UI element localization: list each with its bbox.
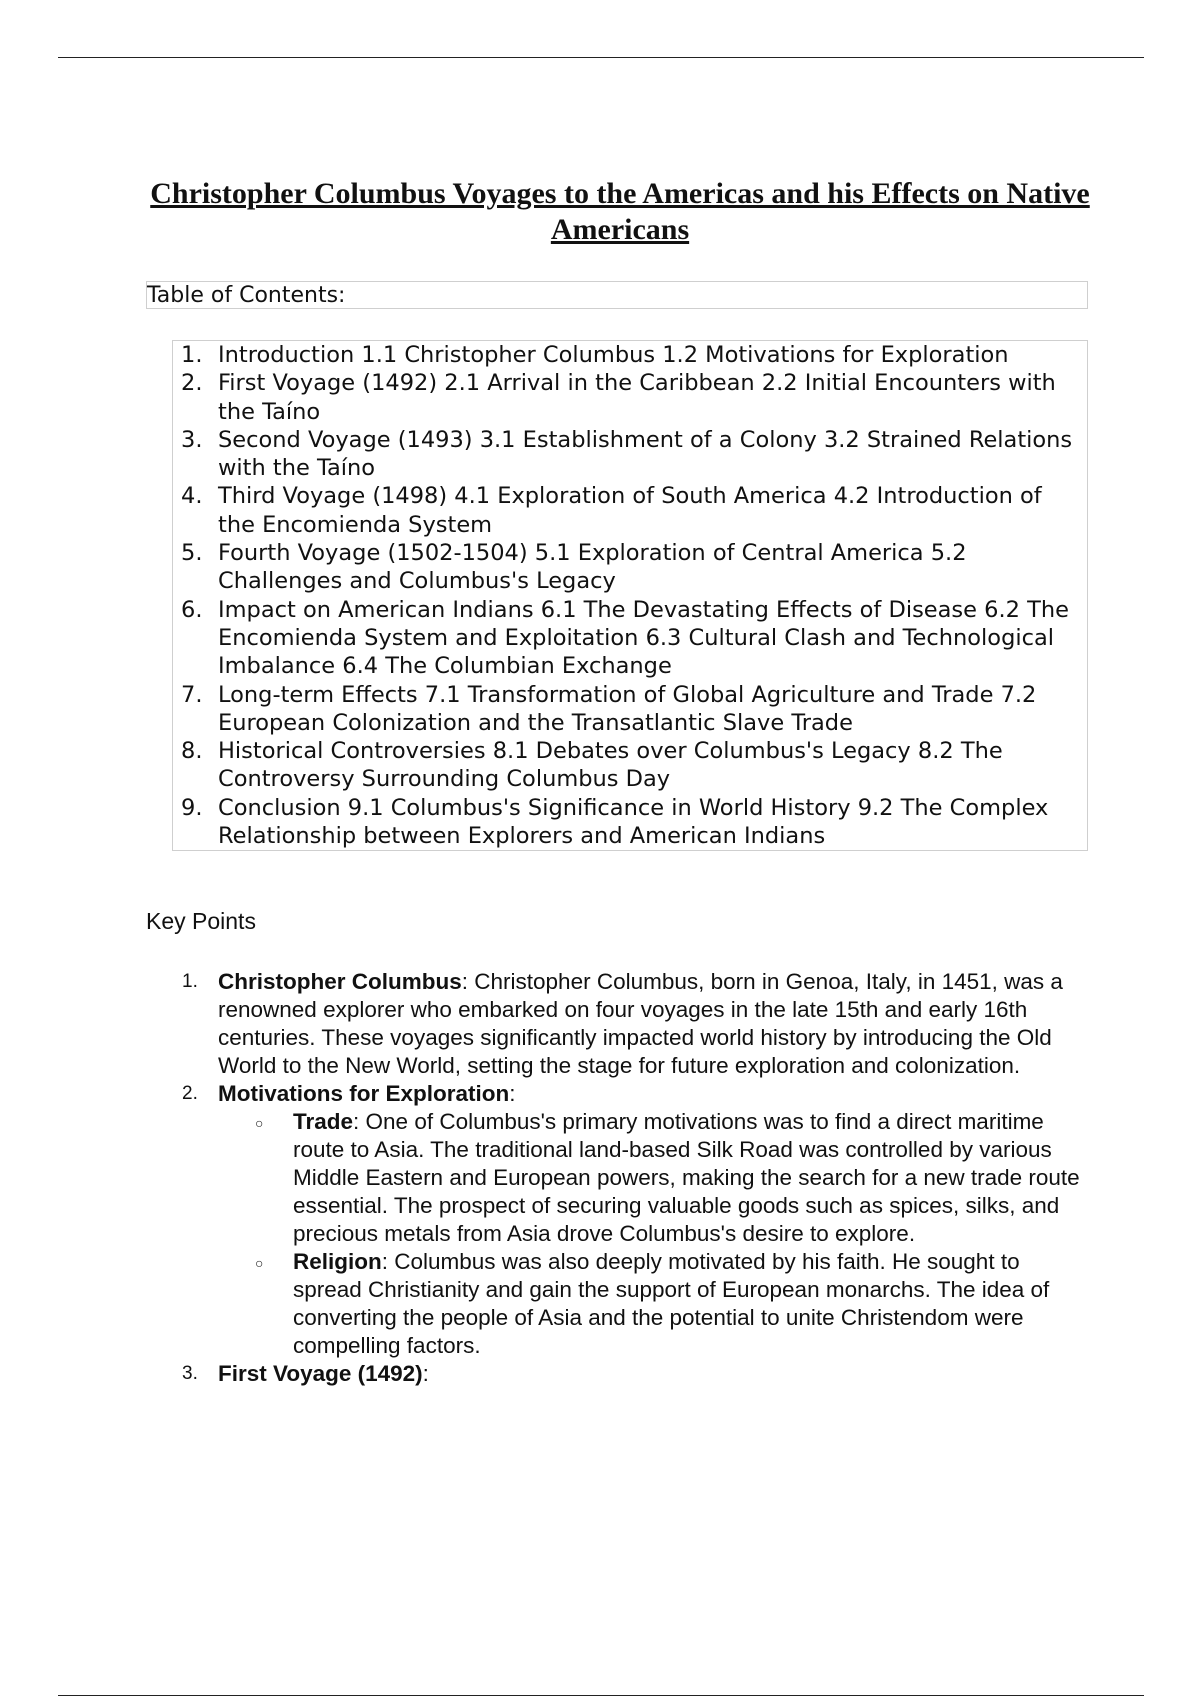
sub-point-term: Religion <box>293 1249 382 1274</box>
sub-point-trade <box>218 1108 1080 1248</box>
toc-item: 1. Introduction 1.1 Christopher Columbus 1.2 Motivations for Exploration <box>181 342 1009 368</box>
sub-point-text: : One of Columbus's primary motivations was to find a direct maritime route to Asia. The traditional land-based Silk Road was controlled by various Middle Eastern and European powers, making the search for a new trade route essential. The prospect of securing valuable goods such as spices, silks, and precious metals from Asia drove Columbus's desire to explore. <box>293 1109 1080 1246</box>
sub-point-term: Trade <box>293 1109 354 1134</box>
key-point-term: First Voyage (1492) <box>218 1361 423 1386</box>
key-point-text: : Christopher Columbus, born in Genoa, Italy, in 1451, was a renowned explorer who embarked on four voyages in the late 15th and early 16th centuries. These voyages significantly impacted world history by introducing the Old World to the New World, setting the stage for future exploration and colonization. <box>218 969 1063 1078</box>
key-point-text: : <box>509 1081 516 1106</box>
footer-rule <box>58 1695 1144 1696</box>
key-points-heading: Key Points <box>146 908 256 934</box>
key-points-list <box>180 968 1080 1388</box>
motivations-sublist <box>218 1108 1080 1360</box>
table-of-contents <box>172 340 1088 851</box>
key-point-christopher-columbus: 1. Christopher Columbus: Christopher Columbus, born in Genoa, Italy, in 1451, was a renowned explorer who embarked on four voyages in the late 15th and early 16th centuries. These voyages significantly impacted world history by introducing the Old World to the New World, setting the stage for future exploration and colonization. <box>182 969 1063 1078</box>
key-point-term: Christopher Columbus <box>218 969 462 994</box>
toc-label: Table of Contents: <box>146 281 1088 309</box>
toc-list <box>173 341 1087 850</box>
toc-item: 7. Long-term Effects 7.1 Transformation of Global Agriculture and Trade 7.2 European Colonization and the Transatlantic Slave Trade <box>181 681 1037 736</box>
key-point-term: Motivations for Exploration <box>218 1081 510 1106</box>
circle-bullet-icon: ○ <box>255 1255 264 1271</box>
toc-item: 8. Historical Controversies 8.1 Debates over Columbus's Legacy 8.2 The Controversy Surrounding Columbus Day <box>181 738 1003 793</box>
toc-item: 5. Fourth Voyage (1502-1504) 5.1 Exploration of Central America 5.2 Challenges and Columbus's Legacy <box>181 540 967 595</box>
toc-item: 3. Second Voyage (1493) 3.1 Establishment of a Colony 3.2 Strained Relations with the Taíno <box>181 426 1073 482</box>
key-point-first-voyage: 3. First Voyage (1492): <box>182 1361 429 1386</box>
sub-point-religion <box>218 1248 1080 1360</box>
document-title: Christopher Columbus Voyages to the Americas and his Effects on Native Americans <box>150 177 1090 246</box>
toc-item: 4. Third Voyage (1498) 4.1 Exploration of South America 4.2 Introduction of the Encomienda System <box>181 483 1042 538</box>
header-rule <box>58 57 1144 58</box>
toc-item: 9. Conclusion 9.1 Columbus's Significance in World History 9.2 The Complex Relationship between Explorers and American Indians <box>181 794 1049 850</box>
key-point-text: : <box>422 1361 429 1386</box>
toc-item: 2. First Voyage (1492) 2.1 Arrival in the Caribbean 2.2 Initial Encounters with the Taíno <box>181 370 1056 425</box>
toc-item: 6. Impact on American Indians 6.1 The Devastating Effects of Disease 6.2 The Encomienda System and Exploitation 6.3 Cultural Clash and Technological Imbalance 6.4 The Columbian Exchange <box>181 596 1069 680</box>
sub-point-text: : Columbus was also deeply motivated by his faith. He sought to spread Christianity and gain the support of European monarchs. The idea of converting the people of Asia and the potential to unite Christendom were compelling factors. <box>293 1249 1050 1358</box>
circle-bullet-icon: ○ <box>255 1115 264 1131</box>
key-point-motivations: 2. Motivations for Exploration: ○ Trade: One of Columbus's primary motivations was to find a direct maritime route to Asia. The traditional land-based Silk Road was controlled by various Middle Eastern and European powers, making the search for a new trade route essential. The prospect of securing valuable goods such as spices, silks, and precious metals from Asia drove Columbus's desire to explore. ○ Religion: Columbus was also deeply motivated by his faith. He sought to spread Christianity and gain the support of European monarchs. The idea of converting the people of Asia and the potential to unite Christendom were compelling factors. <box>182 1081 1080 1358</box>
